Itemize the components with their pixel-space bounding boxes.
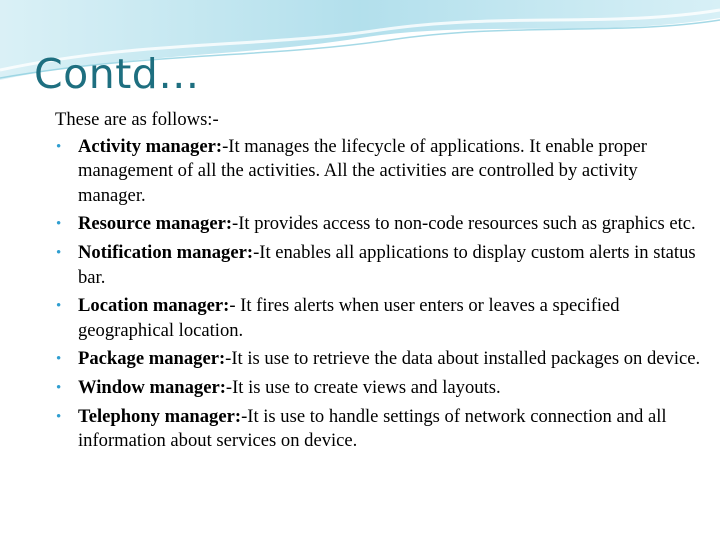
bullet-icon: • — [56, 351, 62, 368]
slide-title: Contd… — [34, 50, 200, 98]
bullet-icon: • — [56, 138, 62, 155]
bullet-icon: • — [56, 244, 62, 261]
bullet-notification-manager — [55, 241, 705, 290]
bullet-term: Resource manager: — [78, 213, 233, 235]
bullet-text: - It fires alerts when user enters or leaves a specified geographical location. — [78, 295, 620, 341]
bullet-text: -It is use to create views and layouts. — [225, 376, 501, 398]
bullet-term: Notification manager: — [78, 241, 254, 263]
bullet-term: Activity manager: — [78, 135, 223, 157]
bullet-text: -It is use to retrieve the data about installed packages on device. — [225, 348, 701, 370]
slide-content — [55, 108, 705, 458]
bullet-icon: • — [56, 298, 62, 315]
bullet-term: Window manager: — [78, 376, 226, 398]
bullet-term: Telephony manager: — [78, 405, 242, 427]
bullet-telephony-manager — [55, 405, 705, 454]
bullet-text: -It is use to handle settings of network connection and all information about services on device. — [78, 405, 667, 452]
bullet-text: -It enables all applications to display custom alerts in status bar. — [78, 241, 696, 288]
bullet-location-manager — [55, 294, 705, 343]
bullet-term: Package manager: — [78, 348, 226, 370]
bullet-term: Location manager: — [78, 295, 230, 317]
bullet-icon: • — [56, 408, 62, 425]
bullet-text: -It provides access to non-code resources such as graphics etc. — [232, 213, 696, 235]
bullet-text: -It manages the lifecycle of applications. It enable proper management of all the activities. All the activities are controlled by activity manager. — [78, 135, 647, 206]
bullet-icon: • — [56, 216, 62, 233]
bullet-icon: • — [56, 379, 62, 396]
bullet-list — [55, 135, 705, 454]
bullet-package-manager — [55, 347, 705, 372]
bullet-resource-manager — [55, 212, 705, 237]
intro-text: These are as follows:- — [55, 109, 219, 130]
bullet-window-manager — [55, 376, 705, 401]
bullet-activity-manager — [55, 135, 705, 209]
